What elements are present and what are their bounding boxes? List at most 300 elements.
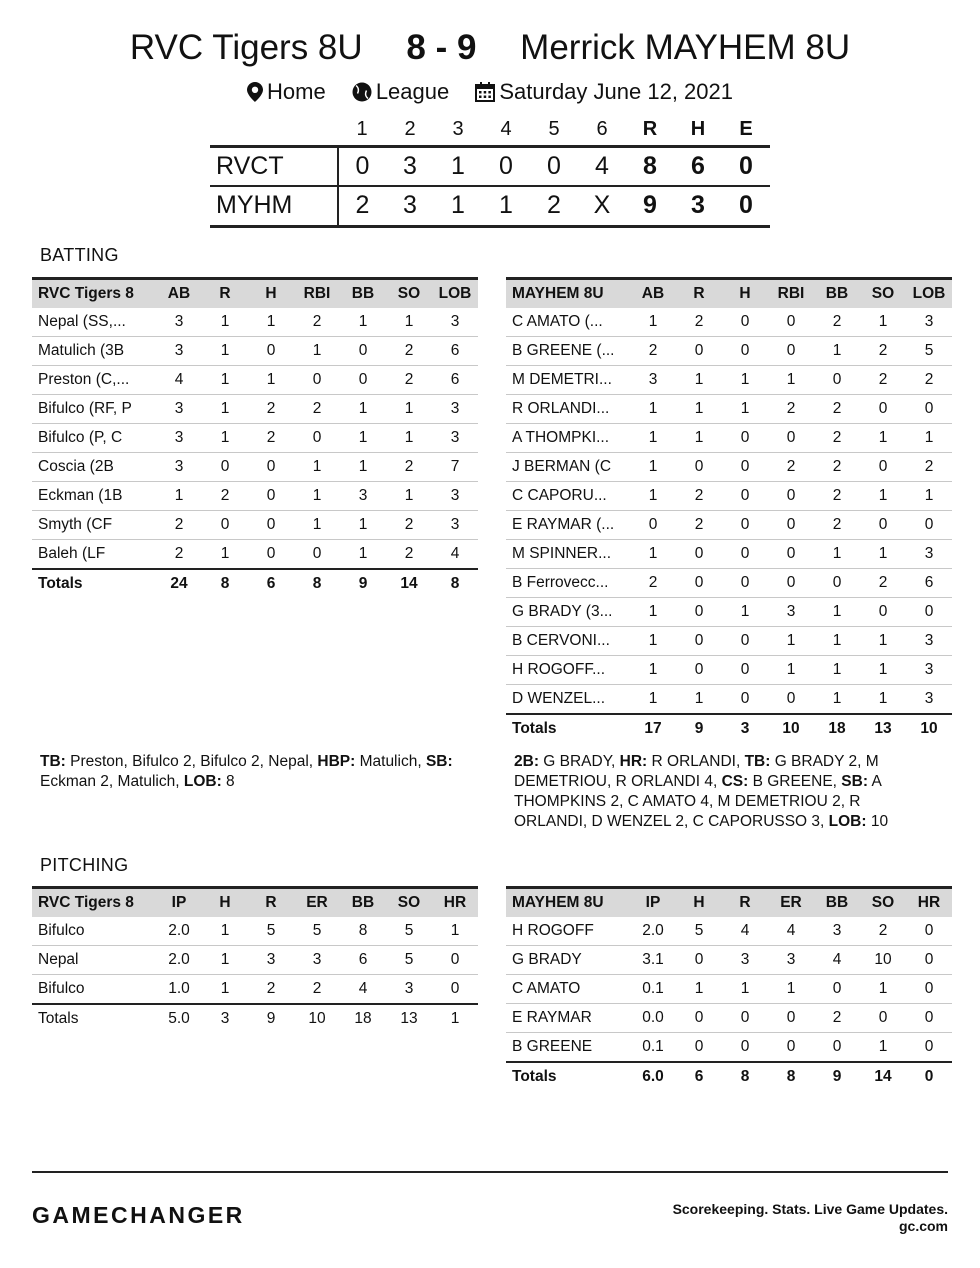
team-column-header: RVC Tigers 8 bbox=[32, 888, 156, 917]
team-column-header: MAYHEM 8U bbox=[506, 279, 630, 308]
stat-cell: 1 bbox=[202, 308, 248, 337]
stat-cell: 0 bbox=[676, 540, 722, 569]
stat-cell: 3 bbox=[814, 917, 860, 946]
note-label: LOB: bbox=[828, 813, 867, 830]
player-row bbox=[506, 917, 952, 946]
player-row bbox=[506, 540, 952, 569]
stat-cell: 1 bbox=[202, 337, 248, 366]
player-row bbox=[506, 627, 952, 656]
stat-cell: 3 bbox=[432, 511, 478, 540]
game-title bbox=[0, 28, 980, 68]
footer-divider bbox=[32, 1171, 948, 1173]
stat-cell: 1 bbox=[906, 424, 952, 453]
stat-cell: 0 bbox=[676, 1033, 722, 1062]
stat-cell: 0 bbox=[860, 511, 906, 540]
stat-cell: 0 bbox=[432, 975, 478, 1004]
linescore-row bbox=[210, 186, 770, 226]
date-label: Saturday June 12, 2021 bbox=[499, 79, 733, 105]
stat-cell: 0 bbox=[248, 540, 294, 569]
stat-cell: 3 bbox=[432, 395, 478, 424]
totals-cell: 8 bbox=[786, 1067, 796, 1085]
stat-cell: 2 bbox=[676, 482, 722, 511]
totals-cell: 8 bbox=[312, 574, 322, 592]
totals-cell: 18 bbox=[354, 1009, 372, 1027]
stat-column-header: LOB bbox=[906, 279, 952, 308]
stat-cell: 0.1 bbox=[630, 1033, 676, 1062]
away-team-name: Merrick MAYHEM 8U bbox=[520, 28, 851, 67]
note-label: 2B: bbox=[514, 753, 539, 770]
stat-column-header: IP bbox=[630, 888, 676, 917]
stat-cell: 1 bbox=[340, 424, 386, 453]
stat-cell: 0 bbox=[676, 627, 722, 656]
stat-column-header: BB bbox=[814, 279, 860, 308]
stat-cell: 2.0 bbox=[156, 946, 202, 975]
stat-column-header: LOB bbox=[432, 279, 478, 308]
pitching-table-home bbox=[32, 886, 478, 1033]
totals-row bbox=[32, 1004, 478, 1033]
totals-row bbox=[32, 569, 478, 598]
linescore-corner bbox=[210, 114, 338, 146]
note-label: TB: bbox=[40, 753, 66, 770]
stat-cell: 1 bbox=[202, 540, 248, 569]
stat-cell: 0 bbox=[676, 569, 722, 598]
baseball-icon bbox=[352, 82, 372, 102]
totals-cell: 6 bbox=[694, 1067, 704, 1085]
stat-cell: 2 bbox=[294, 975, 340, 1004]
player-row bbox=[32, 975, 478, 1004]
runs-total: 9 bbox=[626, 186, 674, 226]
stat-cell: 1 bbox=[906, 482, 952, 511]
stat-cell: 3 bbox=[248, 946, 294, 975]
note-label: SB: bbox=[425, 753, 453, 770]
player-row bbox=[32, 424, 478, 453]
player-row bbox=[506, 453, 952, 482]
stat-cell: 0 bbox=[676, 453, 722, 482]
stat-cell: 2 bbox=[630, 569, 676, 598]
stat-cell: 2 bbox=[386, 453, 432, 482]
note-text: 8 bbox=[221, 773, 235, 790]
game-meta bbox=[0, 78, 980, 105]
stat-cell: 0 bbox=[906, 946, 952, 975]
stat-cell: 1 bbox=[294, 511, 340, 540]
stat-cell: 0 bbox=[722, 337, 768, 366]
stat-cell: 0 bbox=[676, 946, 722, 975]
note-label: CS: bbox=[721, 773, 749, 790]
stat-cell: 1 bbox=[386, 482, 432, 511]
inning-score: 2 bbox=[530, 186, 578, 226]
totals-cell: 18 bbox=[828, 719, 846, 737]
site-url: gc.com bbox=[898, 1218, 948, 1234]
errors-total: 0 bbox=[722, 186, 770, 226]
inning-score: 3 bbox=[386, 146, 434, 186]
player-row bbox=[32, 366, 478, 395]
stat-cell: 1 bbox=[722, 598, 768, 627]
stat-cell: 1 bbox=[630, 424, 676, 453]
player-row bbox=[32, 453, 478, 482]
totals-cell: 10 bbox=[308, 1009, 326, 1027]
player-row bbox=[506, 337, 952, 366]
totals-row bbox=[506, 1062, 952, 1091]
stat-cell: 6 bbox=[432, 337, 478, 366]
player-name: Bifulco (P, C bbox=[32, 424, 156, 453]
linescore-row bbox=[210, 146, 770, 186]
stat-cell: 0 bbox=[768, 540, 814, 569]
player-row bbox=[32, 482, 478, 511]
stat-cell: 5 bbox=[906, 337, 952, 366]
linescore-col-header: 2 bbox=[404, 117, 416, 140]
stat-cell: 3 bbox=[432, 308, 478, 337]
totals-cell: 6 bbox=[266, 574, 276, 592]
linescore-col-header: E bbox=[739, 117, 753, 140]
linescore-col-header: 1 bbox=[356, 117, 368, 140]
stat-cell: 2 bbox=[294, 395, 340, 424]
linescore-col-header: 3 bbox=[452, 117, 464, 140]
stat-cell: 1 bbox=[630, 308, 676, 337]
stat-cell: 1 bbox=[860, 627, 906, 656]
stat-cell: 2 bbox=[386, 540, 432, 569]
stat-cell: 6 bbox=[432, 366, 478, 395]
player-name: E RAYMAR (... bbox=[506, 511, 630, 540]
stat-cell: 2 bbox=[814, 511, 860, 540]
batting-table-home bbox=[32, 277, 478, 598]
stat-cell: 1 bbox=[294, 453, 340, 482]
player-name: C AMATO bbox=[506, 975, 630, 1004]
stat-cell: 0 bbox=[768, 337, 814, 366]
totals-cell: 9 bbox=[694, 719, 704, 737]
batting-table-away bbox=[506, 277, 952, 743]
stat-cell: 2 bbox=[294, 308, 340, 337]
player-name: Coscia (2B bbox=[32, 453, 156, 482]
stat-cell: 1 bbox=[814, 540, 860, 569]
player-name: Matulich (3B bbox=[32, 337, 156, 366]
stat-cell: 2 bbox=[386, 337, 432, 366]
totals-cell: 3 bbox=[740, 719, 750, 737]
stat-cell: 0 bbox=[294, 424, 340, 453]
player-row bbox=[506, 946, 952, 975]
stat-cell: 3 bbox=[906, 540, 952, 569]
stat-cell: 6 bbox=[340, 946, 386, 975]
stat-cell: 2 bbox=[248, 424, 294, 453]
player-name: D WENZEL... bbox=[506, 685, 630, 714]
stat-cell: 0 bbox=[722, 424, 768, 453]
player-row bbox=[506, 975, 952, 1004]
stat-cell: 1 bbox=[630, 540, 676, 569]
runs-total: 8 bbox=[626, 146, 674, 186]
stat-cell: 0 bbox=[768, 1033, 814, 1062]
stat-cell: 1 bbox=[860, 540, 906, 569]
player-name: G BRADY (3... bbox=[506, 598, 630, 627]
stat-cell: 0 bbox=[202, 511, 248, 540]
stat-cell: 2 bbox=[860, 366, 906, 395]
linescore-col-header: H bbox=[690, 117, 706, 140]
stat-cell: 1 bbox=[860, 424, 906, 453]
stat-column-header: BB bbox=[340, 888, 386, 917]
player-name: Preston (C,... bbox=[32, 366, 156, 395]
stat-cell: 0 bbox=[248, 482, 294, 511]
player-name: B CERVONI... bbox=[506, 627, 630, 656]
final-score: 8 - 9 bbox=[406, 28, 477, 67]
totals-cell: 24 bbox=[170, 574, 188, 592]
stat-cell: 1 bbox=[386, 424, 432, 453]
inning-score: 0 bbox=[482, 146, 530, 186]
stat-cell: 1 bbox=[248, 366, 294, 395]
stat-cell: 3 bbox=[906, 308, 952, 337]
stat-cell: 0 bbox=[722, 511, 768, 540]
stat-cell: 0 bbox=[722, 569, 768, 598]
stat-cell: 1 bbox=[630, 627, 676, 656]
stat-cell: 0 bbox=[860, 395, 906, 424]
stat-cell: 1 bbox=[768, 656, 814, 685]
stat-column-header: IP bbox=[156, 888, 202, 917]
stat-cell: 0 bbox=[340, 337, 386, 366]
linescore-table bbox=[210, 114, 770, 228]
stat-cell: 4 bbox=[722, 917, 768, 946]
team-column-header: RVC Tigers 8 bbox=[32, 279, 156, 308]
stat-cell: 0 bbox=[676, 656, 722, 685]
game-type-label: League bbox=[375, 79, 450, 105]
player-name: E RAYMAR bbox=[506, 1004, 630, 1033]
stat-column-header: ER bbox=[768, 888, 814, 917]
stat-cell: 1.0 bbox=[156, 975, 202, 1004]
player-name: R ORLANDI... bbox=[506, 395, 630, 424]
stat-cell: 2 bbox=[768, 453, 814, 482]
stat-cell: 2 bbox=[860, 337, 906, 366]
stat-cell: 0.1 bbox=[630, 975, 676, 1004]
stat-cell: 1 bbox=[814, 598, 860, 627]
stat-cell: 1 bbox=[630, 482, 676, 511]
totals-cell: 13 bbox=[400, 1009, 418, 1027]
totals-cell: 8 bbox=[220, 574, 230, 592]
stat-cell: 1 bbox=[386, 395, 432, 424]
stat-cell: 2.0 bbox=[630, 917, 676, 946]
stat-cell: 3 bbox=[722, 946, 768, 975]
stat-column-header: SO bbox=[386, 279, 432, 308]
player-name: H ROGOFF bbox=[506, 917, 630, 946]
stat-cell: 2 bbox=[814, 453, 860, 482]
stat-cell: 3 bbox=[340, 482, 386, 511]
stat-cell: 1 bbox=[294, 482, 340, 511]
stat-cell: 0 bbox=[906, 395, 952, 424]
stat-cell: 0 bbox=[814, 569, 860, 598]
stat-column-header: R bbox=[722, 888, 768, 917]
stat-cell: 1 bbox=[294, 337, 340, 366]
stat-cell: 1 bbox=[860, 308, 906, 337]
player-name: Nepal bbox=[32, 946, 156, 975]
stat-cell: 1 bbox=[340, 395, 386, 424]
stat-cell: 2 bbox=[768, 395, 814, 424]
stat-column-header: AB bbox=[156, 279, 202, 308]
stat-cell: 5 bbox=[294, 917, 340, 946]
stat-cell: 4 bbox=[340, 975, 386, 1004]
stat-cell: 0 bbox=[768, 424, 814, 453]
stat-cell: 0 bbox=[722, 685, 768, 714]
note-text: Matulich, bbox=[355, 753, 426, 770]
totals-cell: 9 bbox=[358, 574, 368, 592]
stat-cell: 0 bbox=[768, 685, 814, 714]
footer-tagline bbox=[673, 1201, 948, 1235]
stat-cell: 2 bbox=[630, 337, 676, 366]
player-row bbox=[506, 1033, 952, 1062]
linescore-col-header: 5 bbox=[548, 117, 560, 140]
stat-cell: 1 bbox=[340, 453, 386, 482]
player-name: G BRADY bbox=[506, 946, 630, 975]
stat-column-header: H bbox=[248, 279, 294, 308]
inning-score: 1 bbox=[434, 186, 482, 226]
stat-cell: 1 bbox=[630, 685, 676, 714]
calendar-icon bbox=[475, 82, 495, 102]
stat-cell: 5 bbox=[386, 917, 432, 946]
totals-cell: 17 bbox=[644, 719, 662, 737]
stat-cell: 1 bbox=[768, 975, 814, 1004]
stat-cell: 1 bbox=[202, 946, 248, 975]
player-name: J BERMAN (C bbox=[506, 453, 630, 482]
stat-cell: 0 bbox=[676, 337, 722, 366]
stat-cell: 4 bbox=[156, 366, 202, 395]
totals-cell: 9 bbox=[832, 1067, 842, 1085]
stat-cell: 2 bbox=[202, 482, 248, 511]
stat-cell: 0 bbox=[814, 975, 860, 1004]
gamechanger-logo: GAMECHANGER bbox=[32, 1202, 245, 1228]
pitching-table-away bbox=[506, 886, 952, 1091]
inning-score: 0 bbox=[530, 146, 578, 186]
hits-total: 3 bbox=[674, 186, 722, 226]
stat-cell: 0 bbox=[722, 656, 768, 685]
note-text: A THOMPKINS 2, C AMATO 4, M DEMETRIOU 2, R ORLANDI, D WENZEL 2, C CAPORUSSO 3, bbox=[514, 773, 881, 830]
stat-cell: 0 bbox=[860, 598, 906, 627]
stat-cell: 2 bbox=[248, 975, 294, 1004]
stat-cell: 10 bbox=[860, 946, 906, 975]
player-name: M SPINNER... bbox=[506, 540, 630, 569]
note-text: G BRADY, bbox=[538, 753, 620, 770]
stat-cell: 1 bbox=[156, 482, 202, 511]
player-row bbox=[506, 598, 952, 627]
stat-cell: 4 bbox=[768, 917, 814, 946]
stat-cell: 0 bbox=[906, 1004, 952, 1033]
stat-cell: 2 bbox=[906, 453, 952, 482]
player-name: Bifulco (RF, P bbox=[32, 395, 156, 424]
player-row bbox=[32, 917, 478, 946]
stat-cell: 3 bbox=[156, 395, 202, 424]
stat-column-header: RBI bbox=[294, 279, 340, 308]
stat-cell: 3 bbox=[906, 627, 952, 656]
stat-cell: 1 bbox=[860, 975, 906, 1004]
stat-cell: 0 bbox=[630, 511, 676, 540]
stat-cell: 1 bbox=[432, 917, 478, 946]
totals-cell: 14 bbox=[874, 1067, 892, 1085]
map-pin-icon bbox=[247, 82, 263, 102]
stat-cell: 3 bbox=[156, 308, 202, 337]
stat-cell: 1 bbox=[676, 424, 722, 453]
inning-score: 0 bbox=[338, 146, 386, 186]
stat-cell: 2 bbox=[814, 395, 860, 424]
stat-cell: 0 bbox=[906, 917, 952, 946]
stat-cell: 0 bbox=[722, 540, 768, 569]
stat-cell: 3 bbox=[432, 424, 478, 453]
note-label: HR: bbox=[619, 753, 648, 770]
inning-score: 3 bbox=[386, 186, 434, 226]
stat-column-header: HR bbox=[432, 888, 478, 917]
stat-cell: 1 bbox=[814, 337, 860, 366]
linescore-team: MYHM bbox=[210, 186, 338, 226]
location-item bbox=[247, 79, 326, 105]
stat-cell: 2.0 bbox=[156, 917, 202, 946]
game-type-item bbox=[352, 79, 449, 105]
stat-cell: 1 bbox=[722, 395, 768, 424]
stat-column-header: R bbox=[676, 279, 722, 308]
stat-cell: 1 bbox=[248, 308, 294, 337]
stat-cell: 0 bbox=[676, 1004, 722, 1033]
stat-cell: 0 bbox=[906, 511, 952, 540]
stat-cell: 2 bbox=[814, 482, 860, 511]
stat-column-header: HR bbox=[906, 888, 952, 917]
player-row bbox=[506, 685, 952, 714]
note-text: Preston, Bifulco 2, Bifulco 2, Nepal, bbox=[65, 753, 318, 770]
totals-cell: 5.0 bbox=[168, 1009, 190, 1027]
stat-cell: 0 bbox=[722, 453, 768, 482]
note-text: Eckman 2, Matulich, bbox=[40, 773, 184, 790]
stat-cell: 0 bbox=[768, 569, 814, 598]
stat-cell: 3 bbox=[156, 337, 202, 366]
stat-cell: 1 bbox=[202, 975, 248, 1004]
player-row bbox=[506, 366, 952, 395]
stat-cell: 1 bbox=[676, 975, 722, 1004]
player-row bbox=[32, 395, 478, 424]
player-name: Nepal (SS,... bbox=[32, 308, 156, 337]
stat-cell: 3 bbox=[294, 946, 340, 975]
stat-cell: 2 bbox=[860, 917, 906, 946]
player-name: Smyth (CF bbox=[32, 511, 156, 540]
player-name: Eckman (1B bbox=[32, 482, 156, 511]
stat-column-header: H bbox=[202, 888, 248, 917]
totals-row bbox=[506, 714, 952, 743]
batting-notes-home bbox=[40, 752, 480, 792]
stat-cell: 1 bbox=[630, 656, 676, 685]
stat-cell: 0 bbox=[768, 482, 814, 511]
totals-cell: 3 bbox=[220, 1009, 230, 1027]
stat-column-header: BB bbox=[340, 279, 386, 308]
totals-label: Totals bbox=[38, 574, 83, 592]
stat-cell: 3 bbox=[768, 598, 814, 627]
note-label: TB: bbox=[744, 753, 771, 770]
note-text: G BRADY 2, M DEMETRIOU, R ORLANDI 4, bbox=[514, 753, 879, 790]
stat-cell: 0 bbox=[676, 598, 722, 627]
stat-column-header: SO bbox=[386, 888, 432, 917]
stat-cell: 8 bbox=[340, 917, 386, 946]
stat-cell: 1 bbox=[630, 395, 676, 424]
stat-cell: 2 bbox=[860, 569, 906, 598]
stat-cell: 0 bbox=[860, 1004, 906, 1033]
stat-column-header: R bbox=[248, 888, 294, 917]
stat-cell: 0.0 bbox=[630, 1004, 676, 1033]
stat-cell: 1 bbox=[814, 656, 860, 685]
player-name: Baleh (LF bbox=[32, 540, 156, 569]
note-label: LOB: bbox=[183, 773, 222, 790]
stat-cell: 1 bbox=[202, 917, 248, 946]
stat-cell: 5 bbox=[386, 946, 432, 975]
location-label: Home bbox=[267, 79, 326, 105]
note-text: B GREENE, bbox=[748, 773, 842, 790]
stat-cell: 0 bbox=[432, 946, 478, 975]
stat-cell: 1 bbox=[860, 656, 906, 685]
stat-cell: 3 bbox=[386, 975, 432, 1004]
stat-cell: 3 bbox=[906, 656, 952, 685]
stat-cell: 1 bbox=[814, 685, 860, 714]
stat-cell: 2 bbox=[906, 366, 952, 395]
inning-score: 1 bbox=[482, 186, 530, 226]
note-text: 10 bbox=[866, 813, 889, 830]
totals-label: Totals bbox=[512, 1067, 557, 1085]
player-row bbox=[32, 308, 478, 337]
